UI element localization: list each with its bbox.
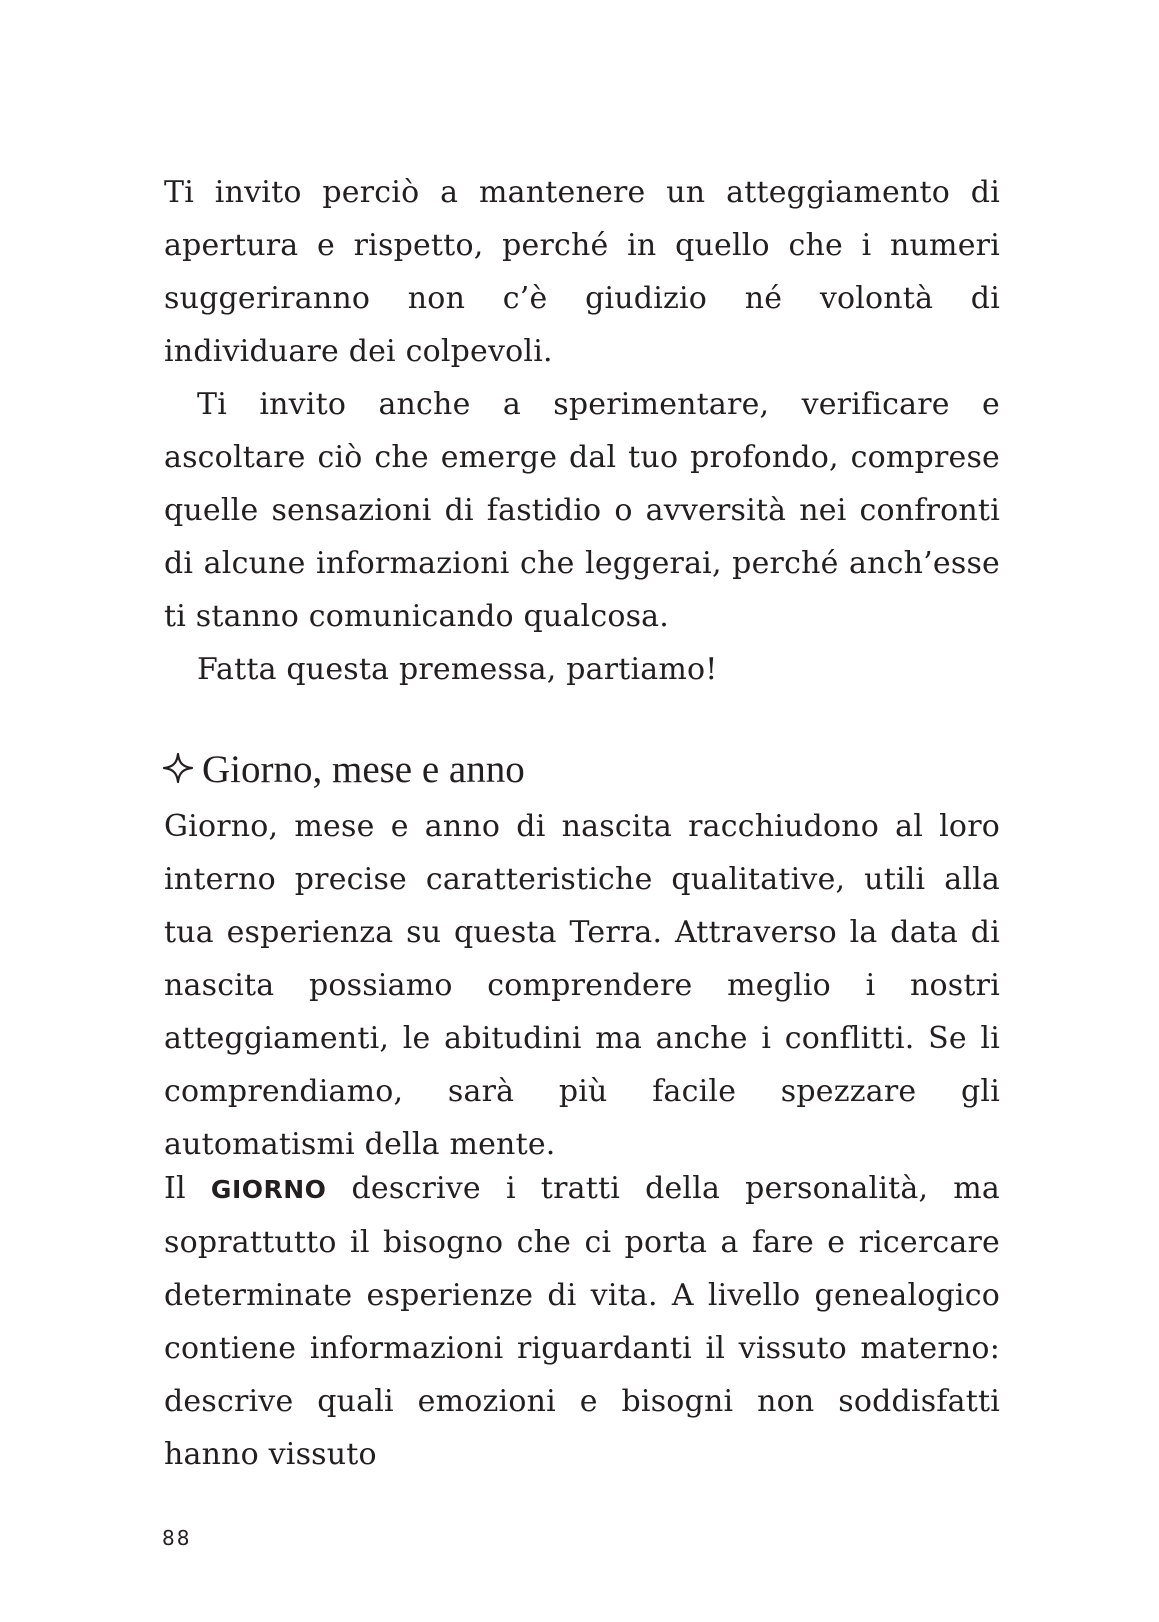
page-number: 88 (162, 1526, 192, 1550)
paragraph-openness: Ti invito perciò a mantenere un atteggiamento di apertura e rispetto, perché in quello che i numeri suggeriranno non c’è giudizio né volontà di individuare dei colpevoli. (164, 175, 1000, 369)
section-heading (162, 742, 998, 798)
paragraph-giorno (164, 1162, 1000, 1481)
four-point-star-icon (162, 752, 194, 784)
section-title: Giorno, mese e anno (202, 748, 525, 791)
intro-text (164, 166, 1000, 696)
giorno-text (164, 1162, 1000, 1481)
section-text (164, 800, 1000, 1171)
giorno-lead: Il (164, 1171, 211, 1206)
giorno-body: descrive i tratti della personalità, ma soprattutto il bisogno che ci porta a fare e ricercare determinate esperienze di vita. A livello genealogico contiene informazioni riguardanti il vissuto materno: descrive quali emozioni e bisogni non soddisfatti hanno vissuto (164, 1171, 1000, 1472)
paragraph-premise: Fatta questa premessa, partiamo! (197, 652, 718, 687)
giorno-keyword: GIORNO (210, 1175, 327, 1204)
paragraph-birth-date: Giorno, mese e anno di nascita racchiudono al loro interno precise caratteristiche qualitative, utili alla tua esperienza su questa Terra. Attraverso la data di nascita possiamo comprendere meglio i nostri atteggiamenti, le abitudini ma anche i conflitti. Se li comprendiamo, sarà più facile spezzare gli automatismi della mente. (164, 809, 1000, 1162)
paragraph-experiment: Ti invito anche a sperimentare, verificare e ascoltare ciò che emerge dal tuo profondo, comprese quelle sensazioni di fastidio o avversità nei confronti di alcune informazioni che leggerai, perché anch’esse ti stanno comunicando qualcosa. (164, 387, 1000, 634)
